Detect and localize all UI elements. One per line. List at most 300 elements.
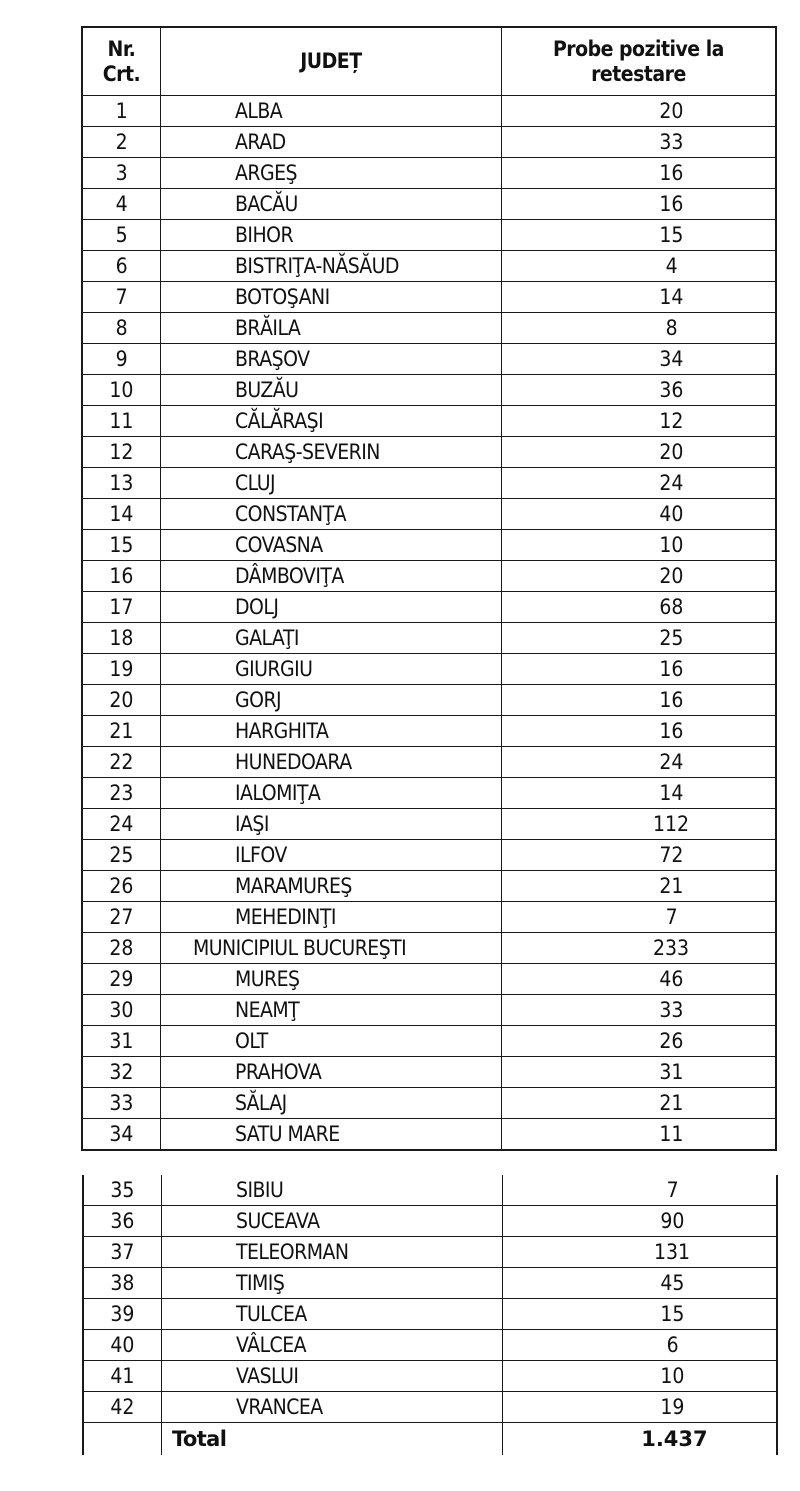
row-judet-text: SĂLAJ bbox=[234, 1091, 287, 1115]
table-row bbox=[83, 1299, 777, 1330]
row-value-text: 21 bbox=[659, 1091, 684, 1115]
row-value bbox=[501, 933, 776, 964]
row-judet-text: GORJ bbox=[234, 688, 282, 712]
row-nr bbox=[82, 313, 160, 344]
row-value-text: 21 bbox=[659, 874, 684, 898]
row-judet bbox=[160, 561, 501, 592]
row-value-text: 12 bbox=[659, 409, 684, 433]
row-nr bbox=[82, 344, 160, 375]
row-nr bbox=[82, 189, 160, 220]
row-judet bbox=[160, 499, 501, 530]
table-header-row bbox=[82, 27, 776, 96]
row-judet bbox=[160, 1088, 501, 1119]
row-nr bbox=[83, 1361, 161, 1392]
row-judet-text: MUREŞ bbox=[234, 967, 300, 991]
row-value bbox=[502, 1361, 777, 1392]
row-value-text: 16 bbox=[659, 657, 684, 681]
row-value-text: 131 bbox=[654, 1240, 691, 1264]
row-judet-text: BUZĂU bbox=[234, 378, 299, 402]
row-value bbox=[501, 96, 776, 127]
row-judet-text: BACĂU bbox=[234, 192, 298, 216]
row-nr-text: 34 bbox=[109, 1122, 134, 1146]
table-row bbox=[82, 375, 776, 406]
row-nr-text: 15 bbox=[109, 533, 134, 557]
row-value-text: 26 bbox=[659, 1029, 684, 1053]
row-value-text: 14 bbox=[659, 285, 684, 309]
row-judet bbox=[161, 1361, 502, 1392]
header-probe-pozitive bbox=[501, 27, 776, 96]
row-nr-text: 20 bbox=[109, 688, 134, 712]
row-value-text: 7 bbox=[666, 1178, 679, 1202]
row-value bbox=[501, 685, 776, 716]
row-nr bbox=[82, 778, 160, 809]
row-judet bbox=[160, 344, 501, 375]
row-value-text: 19 bbox=[660, 1395, 685, 1419]
table-row bbox=[82, 313, 776, 344]
row-judet bbox=[161, 1299, 502, 1330]
row-value bbox=[501, 592, 776, 623]
row-judet bbox=[160, 530, 501, 561]
row-judet bbox=[161, 1237, 502, 1268]
row-judet-text: VÂLCEA bbox=[235, 1333, 306, 1357]
row-value bbox=[501, 251, 776, 282]
row-value bbox=[501, 747, 776, 778]
table-row bbox=[83, 1268, 777, 1299]
row-judet-text: PRAHOVA bbox=[234, 1060, 322, 1084]
row-nr-text: 9 bbox=[115, 347, 128, 371]
header-value-line1: Probe pozitive la bbox=[552, 36, 724, 61]
table-row bbox=[83, 1206, 777, 1237]
table-row bbox=[82, 654, 776, 685]
row-judet bbox=[160, 158, 501, 189]
table-row bbox=[82, 406, 776, 437]
row-nr bbox=[82, 623, 160, 654]
total-value: 1.437 bbox=[502, 1423, 777, 1456]
row-nr-text: 10 bbox=[109, 378, 134, 402]
row-nr bbox=[82, 127, 160, 158]
row-value-text: 20 bbox=[659, 440, 684, 464]
table-row bbox=[82, 530, 776, 561]
row-nr-text: 7 bbox=[115, 285, 128, 309]
row-judet-text: TULCEA bbox=[235, 1302, 307, 1326]
row-value-text: 36 bbox=[659, 378, 684, 402]
row-judet-text: SIBIU bbox=[235, 1178, 284, 1202]
row-value-text: 33 bbox=[659, 998, 684, 1022]
table-row bbox=[82, 995, 776, 1026]
row-judet bbox=[161, 1392, 502, 1423]
row-nr bbox=[83, 1206, 161, 1237]
row-value-text: 11 bbox=[659, 1122, 684, 1146]
table-row bbox=[82, 158, 776, 189]
row-judet-text: HARGHITA bbox=[234, 719, 329, 743]
row-value bbox=[501, 964, 776, 995]
header-nr-line1: Nr. bbox=[107, 36, 136, 61]
header-judet-label: JUDEȚ bbox=[300, 49, 362, 73]
row-value-text: 33 bbox=[659, 130, 684, 154]
row-nr bbox=[82, 96, 160, 127]
row-value-text: 24 bbox=[659, 750, 684, 774]
table-row bbox=[82, 747, 776, 778]
row-value bbox=[501, 995, 776, 1026]
row-judet bbox=[160, 406, 501, 437]
row-nr bbox=[82, 220, 160, 251]
table-row bbox=[82, 871, 776, 902]
row-judet bbox=[160, 437, 501, 468]
row-nr-text: 26 bbox=[109, 874, 134, 898]
row-nr bbox=[82, 1026, 160, 1057]
row-value-text: 90 bbox=[660, 1209, 685, 1233]
table-row bbox=[82, 1057, 776, 1088]
county-table-part-1 bbox=[81, 26, 777, 1151]
row-nr bbox=[82, 437, 160, 468]
table-row bbox=[82, 592, 776, 623]
row-nr bbox=[82, 499, 160, 530]
row-value bbox=[501, 220, 776, 251]
row-nr-text: 24 bbox=[109, 812, 134, 836]
row-value bbox=[501, 871, 776, 902]
table-row bbox=[83, 1175, 777, 1206]
row-value-text: 8 bbox=[665, 316, 678, 340]
row-judet-text: IALOMIŢA bbox=[234, 781, 321, 805]
row-nr-text: 28 bbox=[109, 936, 134, 960]
row-nr-text: 39 bbox=[110, 1302, 135, 1326]
row-judet-text: BISTRIŢA-NĂSĂUD bbox=[234, 254, 399, 278]
row-judet-text: BRAŞOV bbox=[234, 347, 310, 371]
table-body-part-1 bbox=[82, 96, 776, 1151]
row-nr bbox=[83, 1392, 161, 1423]
row-judet bbox=[160, 809, 501, 840]
row-value bbox=[501, 623, 776, 654]
row-judet-text: MEHEDINŢI bbox=[234, 905, 336, 929]
table-row bbox=[82, 902, 776, 933]
row-value bbox=[502, 1237, 777, 1268]
row-value-text: 6 bbox=[666, 1333, 679, 1357]
row-nr-text: 11 bbox=[109, 409, 134, 433]
header-value-line2: retestare bbox=[591, 61, 686, 86]
table-row bbox=[82, 220, 776, 251]
row-value-text: 15 bbox=[660, 1302, 685, 1326]
row-judet bbox=[160, 964, 501, 995]
row-judet bbox=[160, 592, 501, 623]
row-nr-text: 4 bbox=[115, 192, 128, 216]
row-value-text: 20 bbox=[659, 99, 684, 123]
row-judet-text: ILFOV bbox=[234, 843, 287, 867]
row-judet bbox=[160, 933, 501, 964]
row-nr-text: 19 bbox=[109, 657, 134, 681]
row-nr-text: 3 bbox=[115, 161, 128, 185]
row-nr bbox=[82, 902, 160, 933]
row-nr-text: 30 bbox=[109, 998, 134, 1022]
row-value bbox=[501, 840, 776, 871]
table-row bbox=[82, 344, 776, 375]
total-label: Total bbox=[161, 1423, 502, 1456]
row-nr bbox=[83, 1175, 161, 1206]
row-value bbox=[501, 127, 776, 158]
row-nr-text: 42 bbox=[110, 1395, 135, 1419]
row-judet bbox=[160, 282, 501, 313]
row-judet-text: MUNICIPIUL BUCUREŞTI bbox=[192, 936, 407, 960]
row-value-text: 112 bbox=[653, 812, 690, 836]
row-judet bbox=[161, 1206, 502, 1237]
table-row bbox=[83, 1237, 777, 1268]
row-judet-text: BRĂILA bbox=[234, 316, 301, 340]
row-value-text: 24 bbox=[659, 471, 684, 495]
row-nr bbox=[82, 747, 160, 778]
row-nr bbox=[83, 1330, 161, 1361]
row-judet bbox=[160, 127, 501, 158]
row-judet bbox=[160, 220, 501, 251]
row-value bbox=[501, 406, 776, 437]
row-judet bbox=[160, 654, 501, 685]
row-value-text: 20 bbox=[659, 564, 684, 588]
row-nr bbox=[82, 468, 160, 499]
table-row bbox=[82, 189, 776, 220]
row-judet-text: CONSTANŢA bbox=[234, 502, 346, 526]
row-nr bbox=[82, 282, 160, 313]
row-judet bbox=[160, 623, 501, 654]
row-nr bbox=[82, 406, 160, 437]
row-judet bbox=[160, 375, 501, 406]
row-judet bbox=[160, 313, 501, 344]
row-nr-text: 41 bbox=[110, 1364, 135, 1388]
row-nr-text: 27 bbox=[109, 905, 134, 929]
row-nr-text: 6 bbox=[115, 254, 128, 278]
row-value-text: 40 bbox=[659, 502, 684, 526]
row-judet-text: GIURGIU bbox=[234, 657, 313, 681]
row-judet-text: ARAD bbox=[234, 130, 286, 154]
total-nr-cell bbox=[83, 1423, 161, 1456]
row-judet-text: SATU MARE bbox=[234, 1122, 340, 1146]
row-nr bbox=[82, 871, 160, 902]
row-judet-text: OLT bbox=[234, 1029, 268, 1053]
row-judet bbox=[160, 1119, 501, 1151]
row-value bbox=[501, 530, 776, 561]
row-value bbox=[501, 499, 776, 530]
row-value-text: 46 bbox=[659, 967, 684, 991]
table-row bbox=[82, 840, 776, 871]
row-value-text: 14 bbox=[659, 781, 684, 805]
table-row bbox=[82, 437, 776, 468]
table-row bbox=[82, 716, 776, 747]
table-row bbox=[82, 809, 776, 840]
table-row bbox=[83, 1361, 777, 1392]
table-row bbox=[82, 685, 776, 716]
row-nr bbox=[82, 995, 160, 1026]
row-nr bbox=[82, 530, 160, 561]
table-row bbox=[82, 468, 776, 499]
row-nr-text: 17 bbox=[109, 595, 134, 619]
row-value bbox=[501, 778, 776, 809]
row-judet-text: BIHOR bbox=[234, 223, 294, 247]
row-judet-text: HUNEDOARA bbox=[234, 750, 352, 774]
row-judet bbox=[161, 1330, 502, 1361]
row-nr-text: 8 bbox=[115, 316, 128, 340]
row-value bbox=[501, 282, 776, 313]
row-value-text: 31 bbox=[659, 1060, 684, 1084]
row-judet bbox=[160, 251, 501, 282]
row-value bbox=[502, 1206, 777, 1237]
row-value bbox=[501, 313, 776, 344]
row-nr-text: 23 bbox=[109, 781, 134, 805]
row-judet bbox=[160, 871, 501, 902]
row-value bbox=[501, 468, 776, 499]
row-value bbox=[502, 1392, 777, 1423]
row-judet bbox=[160, 778, 501, 809]
header-judet bbox=[160, 27, 501, 96]
row-nr-text: 1 bbox=[115, 99, 128, 123]
row-nr-text: 31 bbox=[109, 1029, 134, 1053]
table-row bbox=[82, 1088, 776, 1119]
row-nr-text: 2 bbox=[115, 130, 128, 154]
row-judet bbox=[160, 468, 501, 499]
row-value bbox=[501, 189, 776, 220]
row-value bbox=[501, 344, 776, 375]
row-nr bbox=[82, 933, 160, 964]
table-row bbox=[83, 1392, 777, 1423]
table-row bbox=[82, 1119, 776, 1151]
row-judet-text: NEAMŢ bbox=[234, 998, 300, 1022]
table-row bbox=[82, 96, 776, 127]
row-judet-text: COVASNA bbox=[234, 533, 323, 557]
row-value-text: 25 bbox=[659, 626, 684, 650]
row-judet bbox=[160, 685, 501, 716]
row-nr bbox=[82, 158, 160, 189]
row-nr-text: 38 bbox=[110, 1271, 135, 1295]
row-value-text: 10 bbox=[660, 1364, 685, 1388]
table-row bbox=[82, 282, 776, 313]
row-nr bbox=[82, 1088, 160, 1119]
row-value bbox=[502, 1299, 777, 1330]
table-row bbox=[82, 561, 776, 592]
row-nr-text: 29 bbox=[109, 967, 134, 991]
row-value bbox=[501, 1119, 776, 1151]
row-judet-text: VASLUI bbox=[235, 1364, 299, 1388]
row-judet-text: BOTOŞANI bbox=[234, 285, 330, 309]
row-value bbox=[501, 561, 776, 592]
row-value-text: 10 bbox=[659, 533, 684, 557]
row-judet bbox=[161, 1175, 502, 1206]
row-nr-text: 35 bbox=[110, 1178, 135, 1202]
row-nr bbox=[82, 685, 160, 716]
row-judet-text: DÂMBOVIŢA bbox=[234, 564, 344, 588]
table-row bbox=[82, 933, 776, 964]
row-value-text: 7 bbox=[665, 905, 678, 929]
row-value bbox=[502, 1330, 777, 1361]
row-nr-text: 36 bbox=[110, 1209, 135, 1233]
row-value bbox=[501, 1088, 776, 1119]
row-judet-text: MARAMUREŞ bbox=[234, 874, 352, 898]
row-judet-text: ALBA bbox=[234, 99, 283, 123]
row-value-text: 72 bbox=[659, 843, 684, 867]
row-nr bbox=[82, 840, 160, 871]
row-value bbox=[501, 716, 776, 747]
row-value-text: 68 bbox=[659, 595, 684, 619]
table-row bbox=[83, 1330, 777, 1361]
row-judet-text: IAŞI bbox=[234, 812, 269, 836]
table-row bbox=[82, 127, 776, 158]
row-judet bbox=[160, 716, 501, 747]
row-nr bbox=[82, 716, 160, 747]
row-nr-text: 37 bbox=[110, 1240, 135, 1264]
row-judet-text: CLUJ bbox=[234, 471, 275, 495]
row-nr bbox=[83, 1268, 161, 1299]
table-row bbox=[82, 499, 776, 530]
row-judet bbox=[160, 747, 501, 778]
row-judet bbox=[160, 902, 501, 933]
row-value bbox=[501, 654, 776, 685]
row-value bbox=[502, 1175, 777, 1206]
row-value bbox=[501, 809, 776, 840]
row-nr bbox=[82, 561, 160, 592]
row-nr-text: 32 bbox=[109, 1060, 134, 1084]
row-nr bbox=[82, 964, 160, 995]
row-judet bbox=[160, 1057, 501, 1088]
row-nr bbox=[82, 375, 160, 406]
row-judet-text: SUCEAVA bbox=[235, 1209, 320, 1233]
row-value-text: 16 bbox=[659, 688, 684, 712]
table-body-part-2 bbox=[83, 1175, 777, 1423]
table-row bbox=[82, 778, 776, 809]
row-value-text: 233 bbox=[653, 936, 690, 960]
row-value bbox=[501, 158, 776, 189]
row-nr-text: 13 bbox=[109, 471, 134, 495]
row-nr-text: 22 bbox=[109, 750, 134, 774]
row-value bbox=[502, 1268, 777, 1299]
row-judet bbox=[160, 840, 501, 871]
row-judet-text: TIMIŞ bbox=[235, 1271, 285, 1295]
row-judet-text: ARGEŞ bbox=[234, 161, 297, 185]
row-value-text: 34 bbox=[659, 347, 684, 371]
row-value-text: 16 bbox=[659, 719, 684, 743]
row-nr-text: 25 bbox=[109, 843, 134, 867]
row-value-text: 15 bbox=[659, 223, 684, 247]
table-row bbox=[82, 1026, 776, 1057]
row-nr-text: 40 bbox=[110, 1333, 135, 1357]
row-value-text: 4 bbox=[665, 254, 678, 278]
row-judet-text: VRANCEA bbox=[235, 1395, 323, 1419]
row-judet-text: CARAŞ-SEVERIN bbox=[234, 440, 380, 464]
row-judet bbox=[161, 1268, 502, 1299]
table-row bbox=[82, 623, 776, 654]
row-nr bbox=[82, 809, 160, 840]
row-value bbox=[501, 1026, 776, 1057]
row-judet bbox=[160, 189, 501, 220]
row-value bbox=[501, 1057, 776, 1088]
row-value bbox=[501, 902, 776, 933]
row-nr-text: 33 bbox=[109, 1091, 134, 1115]
row-judet-text: GALAŢI bbox=[234, 626, 299, 650]
county-table-part-2 bbox=[82, 1175, 778, 1455]
header-nr-crt bbox=[82, 27, 160, 96]
row-nr bbox=[83, 1299, 161, 1330]
row-value bbox=[501, 375, 776, 406]
row-nr-text: 16 bbox=[109, 564, 134, 588]
row-judet-text: TELEORMAN bbox=[235, 1240, 349, 1264]
row-nr-text: 12 bbox=[109, 440, 134, 464]
row-judet bbox=[160, 995, 501, 1026]
row-judet bbox=[160, 96, 501, 127]
row-nr-text: 5 bbox=[115, 223, 128, 247]
table-row bbox=[82, 964, 776, 995]
row-value bbox=[501, 437, 776, 468]
row-value-text: 45 bbox=[660, 1271, 685, 1295]
row-judet bbox=[160, 1026, 501, 1057]
row-value-text: 16 bbox=[659, 161, 684, 185]
row-nr bbox=[82, 1057, 160, 1088]
row-nr-text: 21 bbox=[109, 719, 134, 743]
row-nr bbox=[82, 654, 160, 685]
total-row bbox=[83, 1423, 777, 1456]
